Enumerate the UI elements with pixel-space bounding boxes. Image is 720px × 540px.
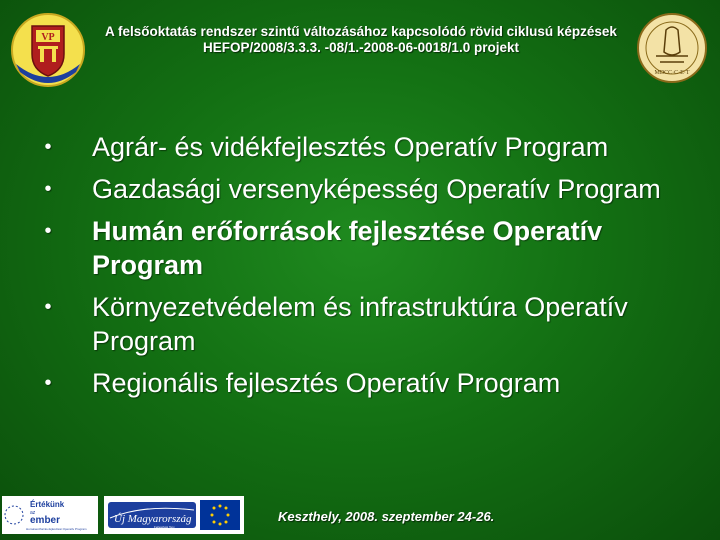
list-item: • Regionális fejlesztés Operatív Program <box>38 366 698 400</box>
project-title-line1: A felsőoktatás rendszer szintű változásához kapcsolódó rövid ciklusú képzések <box>105 24 617 39</box>
bullet-icon: • <box>44 136 52 158</box>
university-crest-icon <box>10 12 86 88</box>
svg-text:az: az <box>30 510 36 516</box>
svg-text:Értékünk: Értékünk <box>30 500 65 509</box>
slide-header <box>0 0 720 90</box>
bullet-icon: • <box>44 178 52 200</box>
list-item: • Agrár- és vidékfejlesztés Operatív Program <box>38 130 698 164</box>
bullet-icon: • <box>44 296 52 318</box>
uj-magyarorszag-logo <box>104 496 244 534</box>
list-item: • Környezetvédelem és infrastruktúra Operatív Program <box>38 290 698 358</box>
svg-text:Fejlesztési Terv: Fejlesztési Terv <box>154 525 175 529</box>
list-item: • Humán erőforrások fejlesztése Operatív Program <box>38 214 698 282</box>
list-item: • Gazdasági versenyképesség Operatív Program <box>38 172 698 206</box>
slide-footer <box>0 494 720 540</box>
event-date-location: Keszthely, 2008. szeptember 24-26. <box>278 509 495 524</box>
svg-text:MDCC·C·E·T: MDCC·C·E·T <box>654 70 690 76</box>
georgikon-seal-icon <box>636 12 708 84</box>
bullet-icon: • <box>44 220 52 242</box>
svg-text:Új Magyarország: Új Magyarország <box>114 513 192 525</box>
ertekunk-az-ember-logo <box>2 496 98 534</box>
project-title <box>96 24 626 56</box>
bullet-icon: • <box>44 372 52 394</box>
project-title-line2: HEFOP/2008/3.3.3. -08/1.-2008-06-0018/1.0 projekt <box>203 40 519 55</box>
svg-text:ember: ember <box>30 515 61 526</box>
program-list <box>38 130 698 408</box>
svg-text:Humánerőforrás-fejlesztési Ope: Humánerőforrás-fejlesztési Operatív Program <box>26 527 87 531</box>
svg-text:VP: VP <box>41 32 55 43</box>
